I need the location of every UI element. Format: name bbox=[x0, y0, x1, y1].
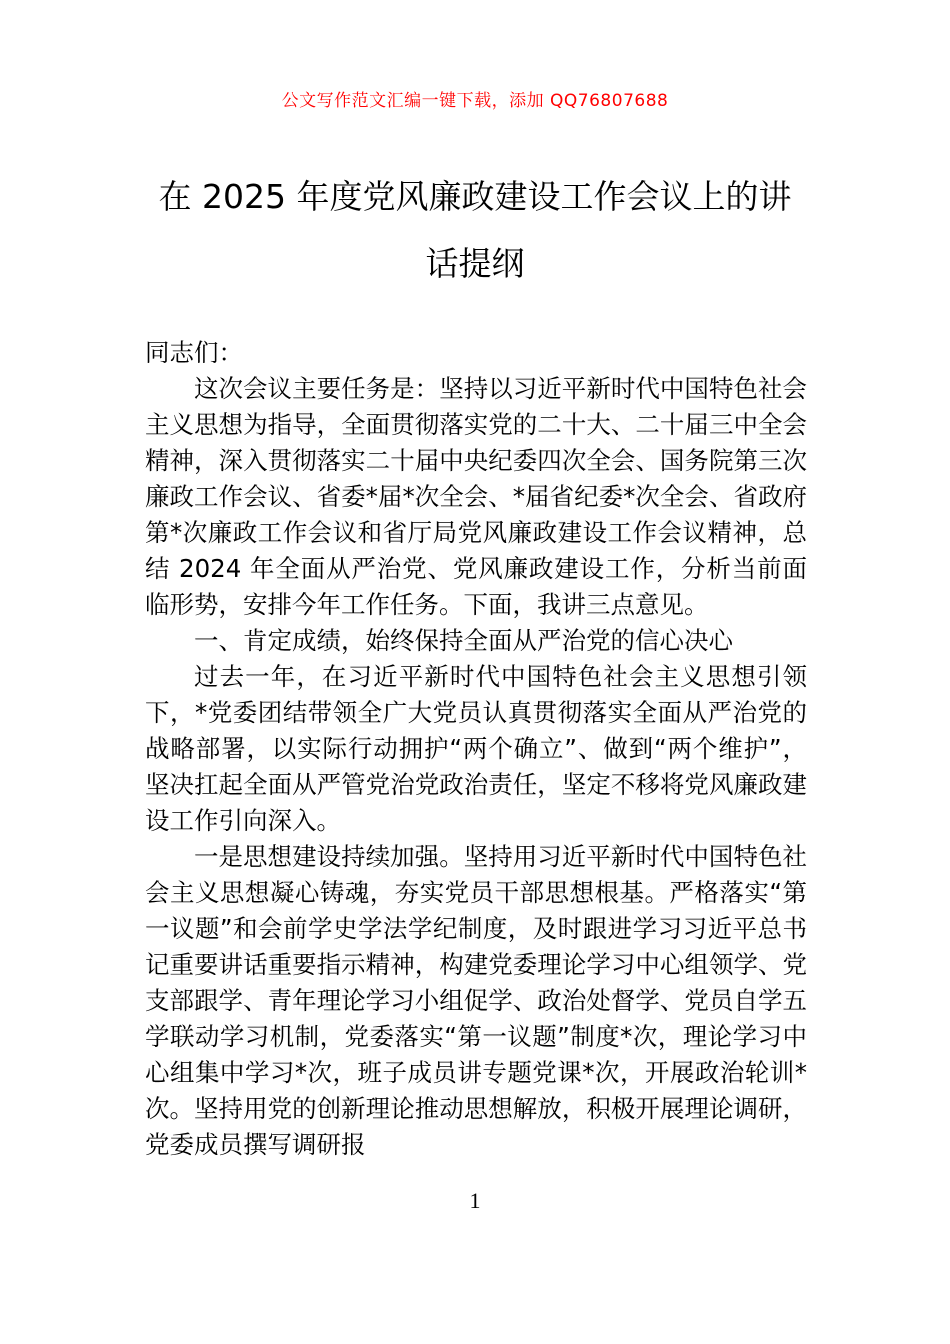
salutation: 同志们： bbox=[145, 338, 243, 367]
page-number: 1 bbox=[469, 1188, 481, 1213]
document-body bbox=[145, 335, 807, 1163]
document-title: 在 2025 年度党风廉政建设工作会议上的讲话提纲 bbox=[158, 177, 792, 283]
paragraph-review: 过去一年，在习近平新时代中国特色社会主义思想引领下，*党委团结带领全广大党员认真贯彻落实全面从严治党的战略部署，以实际行动拥护“两个确立”、做到“两个维护”，坚决扛起全面从严管党治党政治责任，坚定不移将党风廉政建设工作引向深入。 bbox=[145, 662, 807, 835]
paragraph-ideology: 一是思想建设持续加强。坚持用习近平新时代中国特色社会主义思想凝心铸魂，夯实党员干部思想根基。严格落实“第一议题”和会前学史学法学纪制度，及时跟进学习习近平总书记重要讲话重要指示精神，构建党委理论学习中心组领学、党支部跟学、青年理论学习小组促学、政治处督学、党员自学五学联动学习机制，党委落实“第一议题”制度*次，理论学习中心组集中学习*次，班子成员讲专题党课*次，开展政治轮训*次。坚持用党的创新理论推动思想解放，积极开展理论调研，党委成员撰写调研报 bbox=[145, 842, 807, 1159]
paragraph-intro: 这次会议主要任务是：坚持以习近平新时代中国特色社会主义思想为指导，全面贯彻落实党的二十大、二十届三中全会精神，深入贯彻落实二十届中央纪委四次全会、国务院第三次廉政工作会议、省委*届*次全会、*届省纪委*次全会、省政府第*次廉政工作会议和省厅局党风廉政建设工作会议精神，总结 2024 年全面从严治党、党风廉政建设工作，分析当前面临形势，安排今年工作任务。下面，我讲三点意见。 bbox=[145, 374, 807, 619]
header-note: 公文写作范文汇编一键下载，添加 QQ76807688 bbox=[281, 91, 669, 111]
section-heading-1: 一、肯定成绩，始终保持全面从严治党的信心决心 bbox=[194, 626, 733, 655]
